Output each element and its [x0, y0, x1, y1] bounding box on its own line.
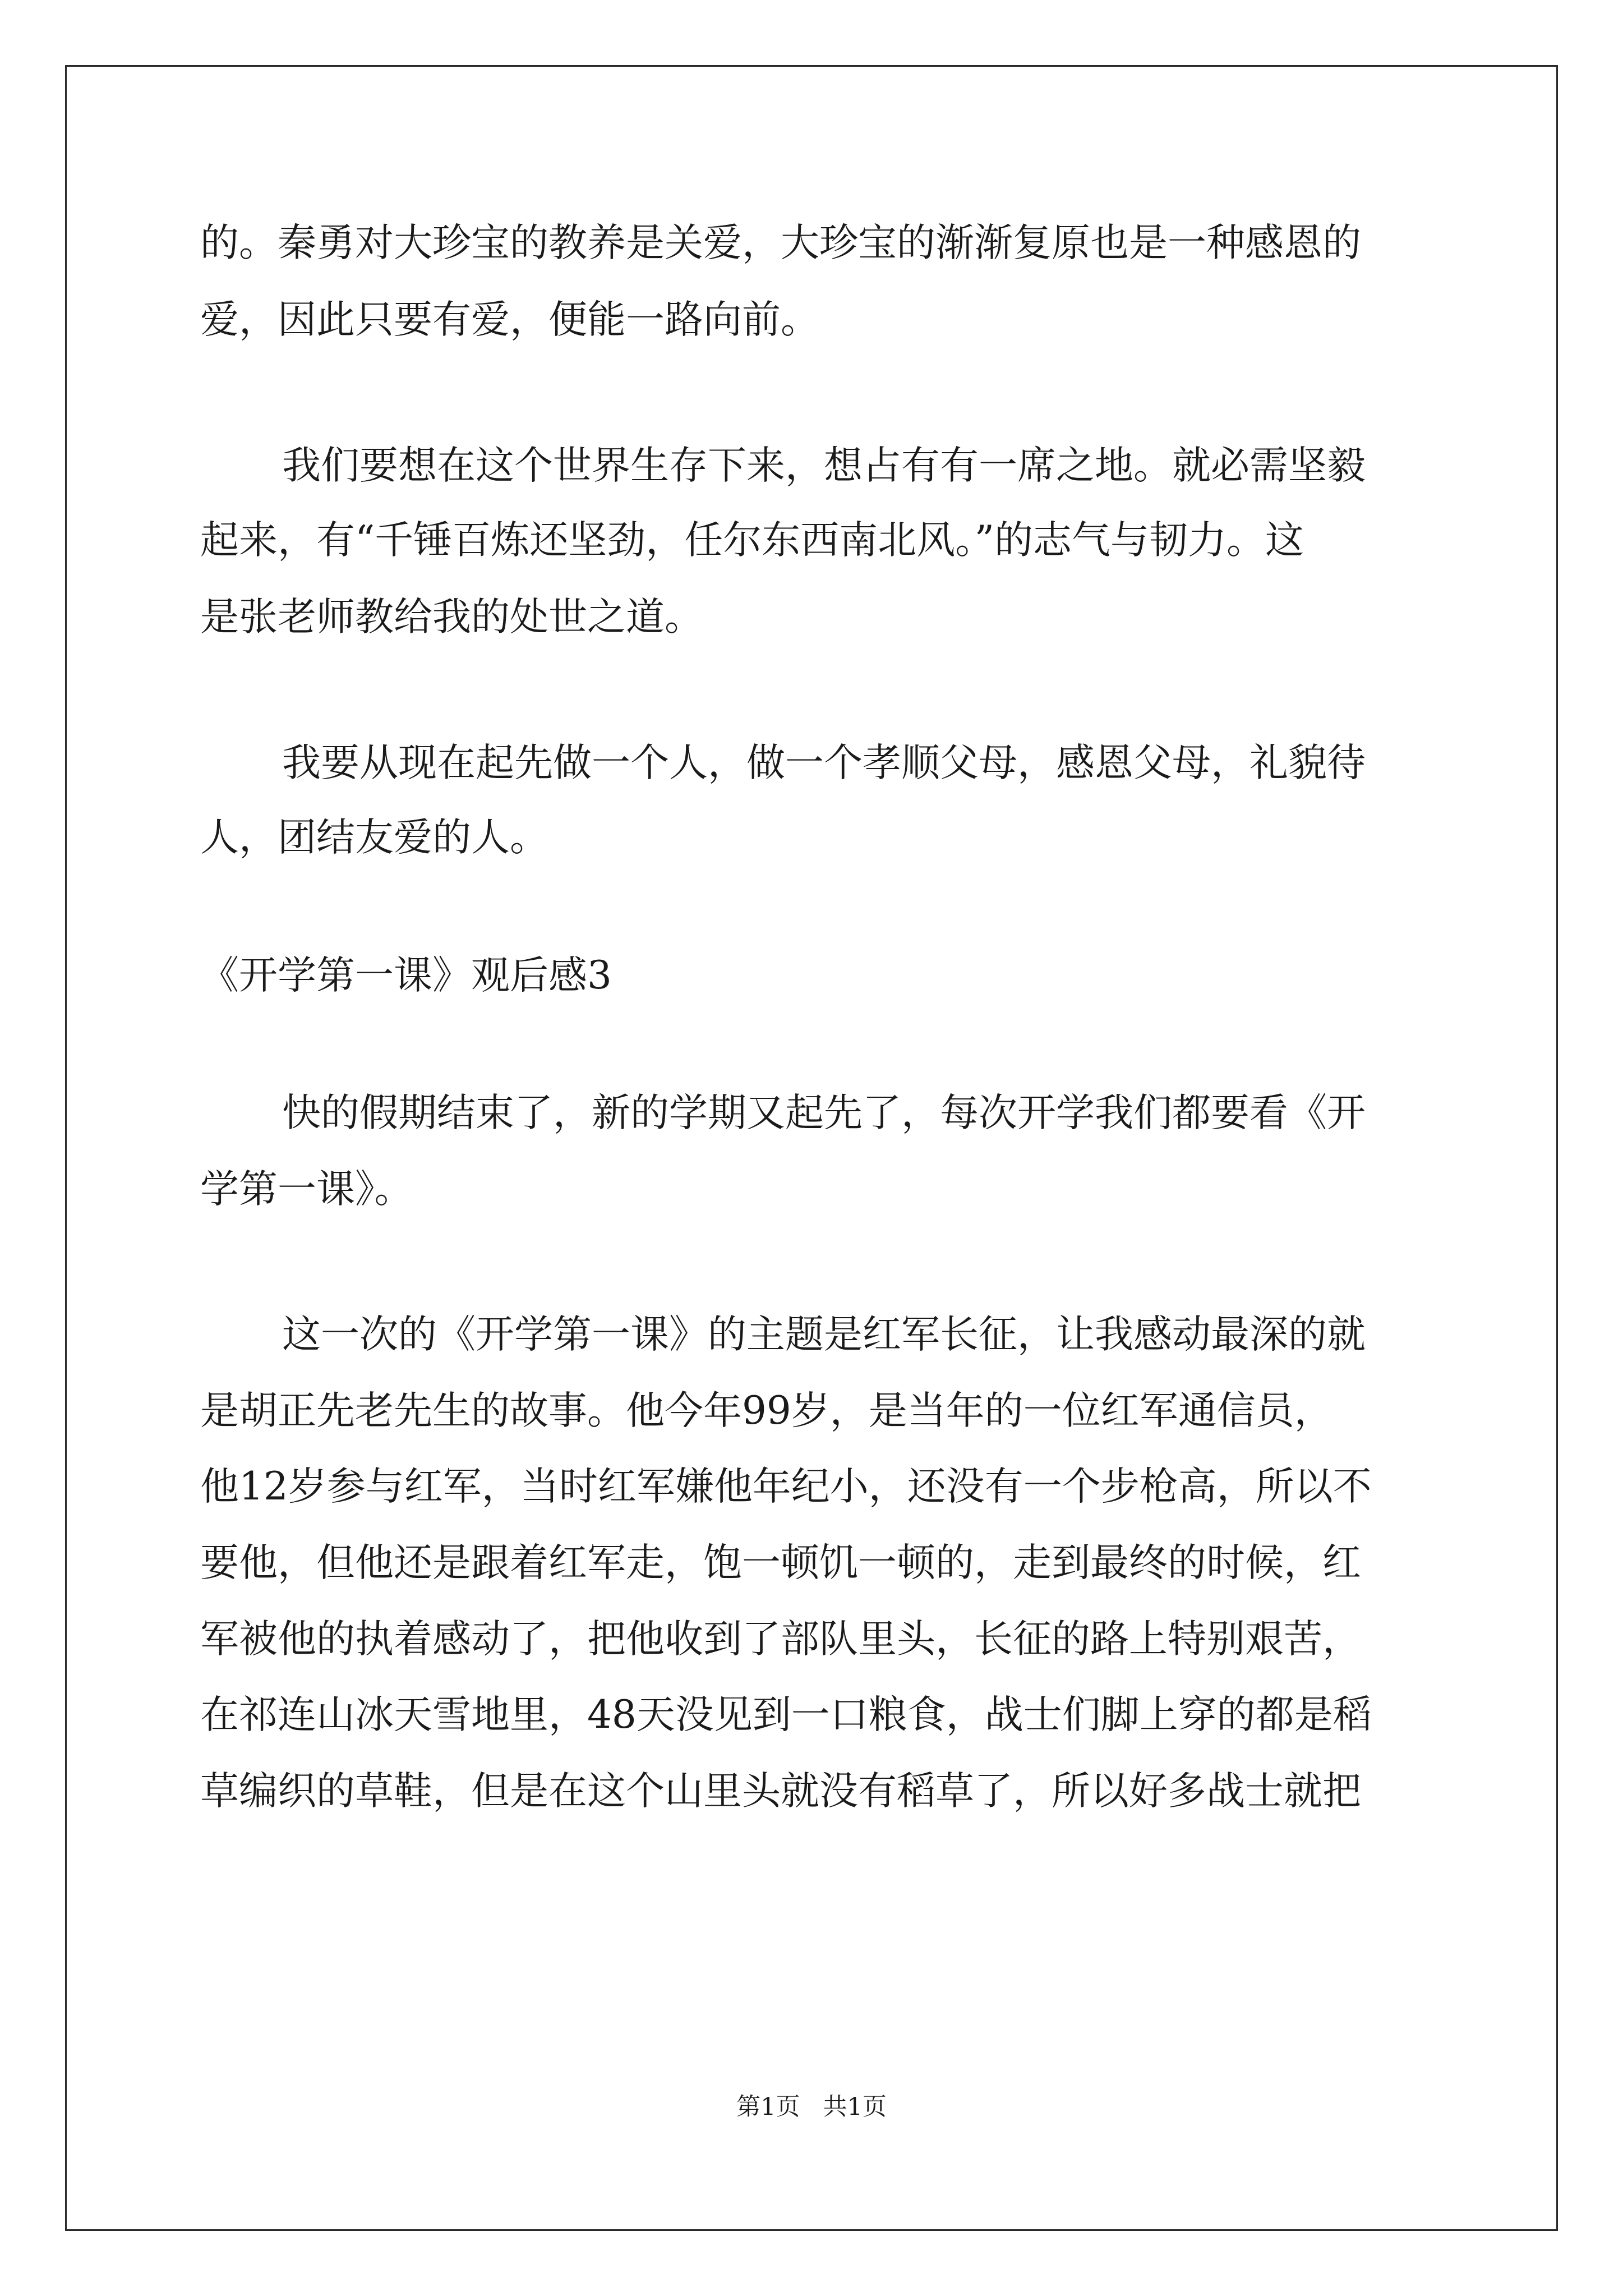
text-line: 的。秦勇对大珍宝的教养是关爱，大珍宝的渐渐复原也是一种感恩的 — [200, 220, 1361, 265]
text-line: 要他，但他还是跟着红军走，饱一顿饥一顿的，走到最终的时候，红 — [200, 1540, 1361, 1585]
text-line: 爱，因此只要有爱，便能一路向前。 — [200, 297, 819, 342]
text-line: 人，团结友爱的人。 — [200, 815, 548, 860]
text-line: 军被他的执着感动了，把他收到了部队里头，长征的路上特别艰苦， — [200, 1617, 1361, 1662]
text-line: 我们要想在这个世界生存下来，想占有有一席之地。就必需坚毅 — [282, 443, 1366, 488]
page-footer: 第1页 共1页 — [736, 2093, 887, 2121]
text-line: 这一次的《开学第一课》的主题是红军长征，让我感动最深的就 — [282, 1312, 1366, 1357]
text-line: 学第一课》。 — [200, 1167, 413, 1212]
text-line: 快的假期结束了，新的学期又起先了，每次开学我们都要看《开 — [282, 1091, 1366, 1135]
text-line: 草编织的草鞋，但是在这个山里头就没有稻草了，所以好多战士就把 — [200, 1769, 1361, 1814]
page-border — [65, 65, 1558, 2231]
text-line: 我要从现在起先做一个人，做一个孝顺父母，感恩父母，礼貌待 — [282, 740, 1366, 785]
text-line: 是胡正先老先生的故事。他今年99岁，是当年的一位红军通信员， — [200, 1388, 1333, 1433]
text-line: 他12岁参与红军，当时红军嫌他年纪小，还没有一个步枪高，所以不 — [200, 1464, 1372, 1509]
text-line: 起来，有“千锤百炼还坚劲，任尔东西南北风。”的志气与韧力。这 — [200, 518, 1304, 563]
text-line: 在祁连山冰天雪地里，48天没见到一口粮食，战士们脚上穿的都是稻 — [200, 1692, 1372, 1737]
section-heading: 《开学第一课》观后感3 — [200, 953, 612, 998]
text-line: 是张老师教给我的处世之道。 — [200, 595, 703, 639]
